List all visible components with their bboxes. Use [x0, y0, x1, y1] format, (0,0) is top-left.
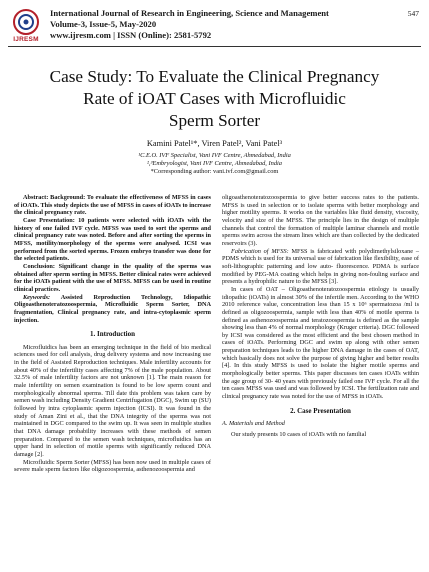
journal-logo	[8, 8, 44, 44]
logo-text: IJRESM	[13, 36, 39, 43]
journal-website: www.ijresm.com | ISSN (Online): 2581-5792	[50, 30, 212, 41]
journal-volume: Volume-3, Issue-5, May-2020	[50, 19, 157, 30]
fabrication-paragraph	[222, 248, 419, 286]
keywords-text: Assisted Reproduction Technology, Idiopathic Oligoasthenoteratozoospermia, Microfluidic Sperm Sorter, DNA fragmentation, Clinical pregnancy rate, and intra-cytoplasmic sperm injection.	[14, 293, 211, 324]
intro-paragraph: Microfluidics has been an emerging technique in the field of bio medical sciences used for cell analysis, drug delivery systems and now increasing use in the field of Assisted Reproduction techniques. Male infertility accounts for about 40% of the infertility cases affecting 7% of the male population. About 32.5% of male infertility factors are not unknown [1]. The main reason for male infertility on semen examination is found to be low sperm count and morphologically abnormal sperms. Till date this problem was taken care by semen wash including Density Gradient Centrifugation (DGC), Swim up (SU) followed by intra cytoplasmic sperm injection (ICSI). It was found in the study of Aman Zini et al., that the DNA integrity of the sperms was not maintained in DGC compared to the swim up. It was seen in multiple studies that DNA damage probability increases with these methods of semen preparation. Compared to the semen wash techniques, microfluidics has an upper hand in selection of motile sperms with significantly reduced DNA damage [2].	[14, 343, 211, 458]
journal-name: International Journal of Research in Engineering, Science and Management	[50, 8, 329, 18]
page-number: 547	[407, 9, 419, 18]
title-line: Sperm Sorter	[168, 111, 261, 130]
journal-header	[8, 6, 421, 47]
affiliation: ²,³Embryologist, Vani IVF Centre, Ahmedabad, India	[146, 160, 282, 167]
title-line: Rate of iOAT Cases with Microfluidic	[83, 89, 346, 108]
left-column	[14, 194, 211, 474]
authors: Kamini Patel¹*, Viren Patel², Vani Patel³	[146, 139, 283, 148]
keywords-label: Keywords:	[23, 293, 51, 301]
section-heading-introduction: 1. Introduction	[90, 330, 135, 339]
affiliations	[20, 152, 409, 176]
title-line: Case Study: To Evaluate the Clinical Pregnancy	[49, 67, 380, 86]
right-column	[222, 194, 419, 439]
intro-paragraph: Microfluidic Sperm Sorter (MFSS) has been now used in multiple cases of severe male sperm factors like oligozoospermia, asthenozoospermia and	[14, 458, 211, 474]
abstract-conclusion: Conclusion: Significant change in the quality of the sperms was obtained after sperm sorting in MFSS. Better clinical rates were achieved for the iOATs patient with the use of MFSS. MFSS can be used in routine clinical practices.	[14, 262, 211, 293]
keywords	[14, 294, 211, 325]
subheading-materials-method: A. Materials and Method	[222, 420, 285, 428]
paper-title	[20, 66, 409, 132]
fabrication-text: MFSS is fabricated with polydimethylsiloxane – PDMS which is used for its universal use of fabrication like flexibility, ease of soft-lithographic patterning and low auto- fluorescence. PDMA is surface modified by PEG-MA coating which helps in giving non-fouling surface and presents a hydrophilic nature to the MFSS [3].	[222, 247, 419, 286]
fabrication-label: Fabrication of MFSS:	[231, 247, 289, 255]
journal-info	[50, 8, 380, 42]
abstract-background: Abstract: Background: To evaluate the effectiveness of MFSS in cases of iOATs. This study depicts the use of MFSS in cases of iOATs to increase the clinical pregnancy rate.	[14, 194, 211, 217]
abstract-case-presentation: Case Presentation: 10 patients were selected with iOATs with the history of one failed IVF cycle. MFSS was used to sort the sperms and clinical pregnancy rate was noted. Before and after sorting the sperms in MFSS, motility/morphology of the sperms were analysed. ICSI was performed from the sorted sperms. Frozen embryo transfer was done for the selected patients.	[14, 216, 211, 263]
body-paragraph: oligoasthenoteratozoospermia to give better success rates to the patients. MFSS is used in selection or to isolate sperms with better morphology and higher motility sperms. It works on the variables like fluid density, viscosity, velocity and size of the MFSS. The principle lies in the design of multiple channels that control the formation of multiple laminar channels and motile sperms swim across the stream lines which are than collected by the dedicated reservoirs (3).	[222, 194, 419, 247]
body-paragraph: In cases of OAT – Oligoasthenoteratozoospermia etiology is usually idiopathic (iOATs) in almost 30% of the infertile men. According to the WHO 2010 reference value, concentration less than 15 x 10⁶ spermatozoa /ml is defined as oligozoospermia, sample with less than 40% of motile sperms is defined as asthenozoospermia and teratozoospermia is defined as the sample showing less than 4% of normal morphology (Kruger criteria). DGC followed by ICSI was considered as the most efficient and the best chosen method in cases of iOATs. Performing DGC and swim up along with other semen preparation techniques leads to the higher DNA damage in the cases of OAT, which basically does not solve the purpose of giving higher and better results [4]. In this study MFSS is used to isolate the higher motile sperms and morphologically better sperms. This paper discusses ten cases iOATs within the age group of 30- 40 years with previously failed one IVF cycle. For all the ten cases MFSS was used and was followed by ICSI. The fertilization rate and clinical pregnancy rate was noted for the use of MFSS in iOATs.	[222, 285, 419, 401]
affiliation: ¹C.E.O. IVF Specialist, Vani IVF Centre, Ahmedabad, India	[138, 152, 291, 159]
corresponding-author: *Corresponding author: vani.ivf.com@gmail.com	[150, 168, 279, 175]
section-heading-case-presentation: 2. Case Presentation	[290, 406, 351, 415]
body-paragraph: Our study presents 10 cases of iOATs with no familial	[231, 431, 367, 439]
journal-logo-icon	[12, 8, 40, 36]
